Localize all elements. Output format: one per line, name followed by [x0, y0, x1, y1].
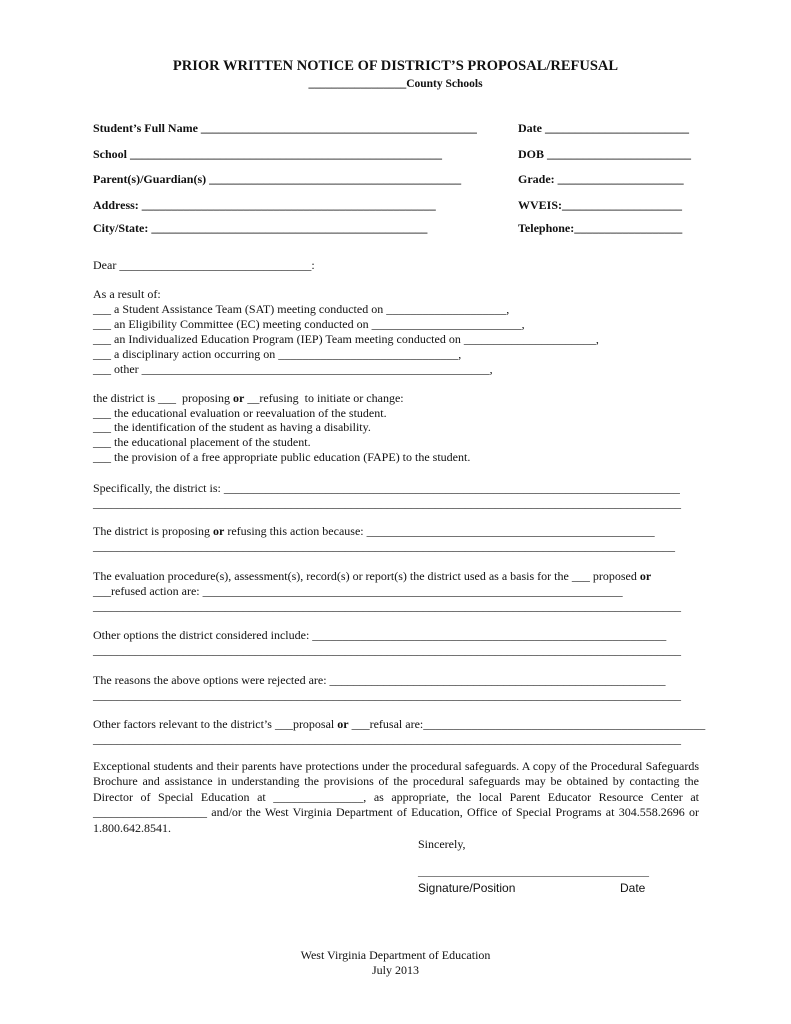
parent-guardian-field[interactable]: Parent(s)/Guardian(s) __________________________________________ [93, 172, 462, 186]
result-item-sat[interactable]: ___ a Student Assistance Team (SAT) meeting conducted on ____________________, [93, 302, 510, 316]
footer-date: July 2013 [371, 963, 419, 977]
signature-date-label: Date [620, 881, 646, 895]
evaluation-line-1 [93, 569, 651, 583]
procedural-safeguards-paragraph: Exceptional students and their parents have protections under the procedural safeguards. A copy of the Procedural Safeguards Brochure and assistance in understanding the provisions of the procedural safeguards may be obtained by contacting the Director of Special Education at _______________, as appropriate, the local Parent Educator Resource Center at ___________________ and/or the West Virginia Department of Education, Office of Special Programs at 304.558.2696 or 1.800.642.8541. [93, 759, 699, 835]
student-name-field[interactable]: Student’s Full Name ______________________________________________ [93, 121, 477, 135]
or-word: or [233, 391, 245, 405]
dob-field[interactable]: DOB ________________________ [518, 147, 692, 161]
district-is-line[interactable] [93, 391, 404, 405]
result-item-iep[interactable]: ___ an Individualized Education Program (IEP) Team meeting conducted on ______________________, [93, 332, 599, 346]
page-title: PRIOR WRITTEN NOTICE OF DISTRICT’S PROPOSAL/REFUSAL [172, 58, 619, 74]
reasons-rejected-blank[interactable]: __________________________________________________________________________________________________ [93, 688, 681, 702]
school-field[interactable]: School ____________________________________________________ [93, 147, 443, 161]
change-item-evaluation[interactable]: ___ the educational evaluation or reevaluation of the student. [93, 406, 387, 420]
reasons-rejected-field[interactable]: The reasons the above options were rejected are: ________________________________________________________ [93, 673, 666, 687]
evaluation-blank[interactable]: __________________________________________________________________________________________________ [93, 599, 681, 613]
specifically-blank[interactable]: __________________________________________________________________________________________________ [93, 496, 681, 510]
district-is-post: __refusing to initiate or change: [244, 391, 404, 405]
sincerely-text: Sincerely, [418, 837, 466, 851]
factors-pre: Other factors relevant to the district’s ___proposal [93, 717, 338, 731]
wveis-field[interactable]: WVEIS:____________________ [518, 198, 683, 212]
or-word: or [337, 717, 349, 731]
other-factors-blank[interactable]: __________________________________________________________________________________________________ [93, 732, 681, 746]
result-item-ec[interactable]: ___ an Eligibility Committee (EC) meeting conducted on _________________________, [93, 317, 525, 331]
because-pre: The district is proposing [93, 524, 213, 538]
specifically-field[interactable]: Specifically, the district is: ____________________________________________________________________________ [93, 481, 680, 495]
or-word: or [213, 524, 225, 538]
address-field[interactable]: Address: _________________________________________________ [93, 198, 436, 212]
county-schools-line: _________________County Schools [308, 78, 483, 90]
other-factors-field[interactable] [93, 717, 705, 731]
evaluation-field[interactable]: ___refused action are: ______________________________________________________________________ [93, 584, 623, 598]
change-item-placement[interactable]: ___ the educational placement of the student. [93, 435, 311, 449]
city-state-field[interactable]: City/State: ______________________________________________ [93, 221, 428, 235]
other-options-blank[interactable]: __________________________________________________________________________________________________ [93, 643, 681, 657]
footer-department: West Virginia Department of Education [300, 948, 491, 962]
result-item-disciplinary[interactable]: ___ a disciplinary action occurring on ______________________________, [93, 347, 462, 361]
because-field[interactable] [93, 524, 655, 538]
other-options-field[interactable]: Other options the district considered include: ___________________________________________________________ [93, 628, 667, 642]
dear-line[interactable]: Dear ________________________________: [93, 258, 315, 272]
as-result-intro: As a result of: [93, 287, 161, 301]
grade-field[interactable]: Grade: _____________________ [518, 172, 684, 186]
signature-line[interactable]: __________________________________________ [418, 866, 649, 878]
factors-post: ___refusal are:_______________________________________________ [348, 717, 706, 731]
change-item-identification[interactable]: ___ the identification of the student as having a disability. [93, 420, 371, 434]
or-word: or [639, 569, 652, 583]
district-is-pre: the district is ___ proposing [93, 391, 233, 405]
result-item-other[interactable]: ___ other __________________________________________________________, [93, 362, 493, 376]
date-field[interactable]: Date ________________________ [518, 121, 689, 135]
evaluation-pre: The evaluation procedure(s), assessment(s), record(s) or report(s) the district used as a basis for the ___ proposed [93, 569, 640, 583]
change-item-fape[interactable]: ___ the provision of a free appropriate public education (FAPE) to the student. [93, 450, 471, 464]
signature-position-label: Signature/Position [418, 881, 516, 895]
because-blank[interactable]: _________________________________________________________________________________________________ [93, 539, 675, 553]
because-post: refusing this action because: ________________________________________________ [224, 524, 655, 538]
telephone-field[interactable]: Telephone:__________________ [518, 221, 683, 235]
